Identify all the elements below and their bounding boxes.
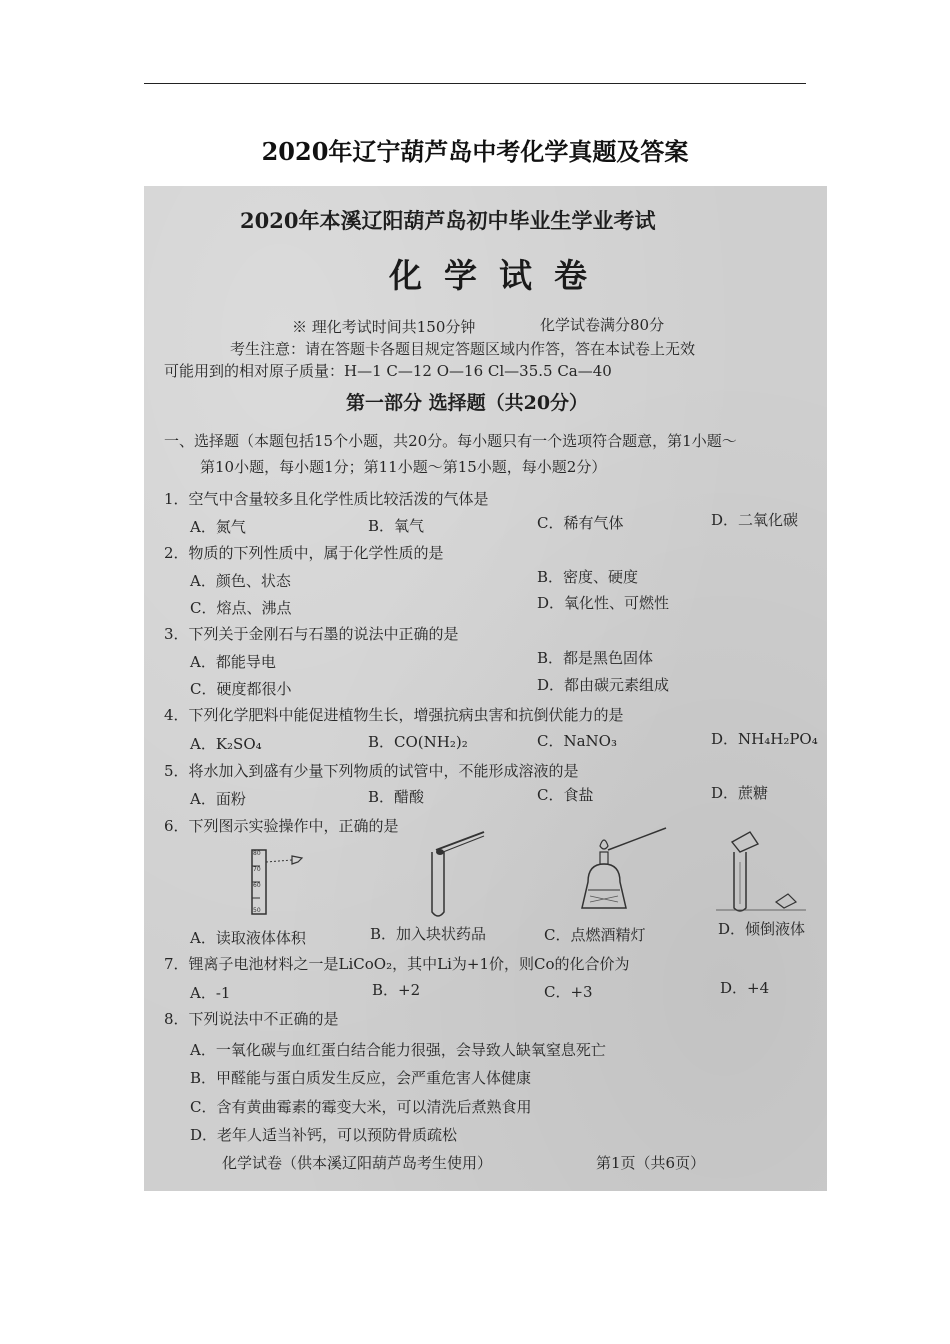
q7-option-a: A．-1	[190, 984, 231, 1002]
q2-option-d: D．氧化性、可燃性	[537, 594, 670, 612]
q7-option-c: C．+3	[544, 983, 593, 1001]
q5-option-d: D．蔗糖	[711, 784, 769, 802]
scale-label-70: 70	[253, 866, 261, 873]
part-one-title: 第一部分 选择题（共20分）	[346, 392, 589, 414]
q5-option-a: A．面粉	[190, 790, 246, 808]
section-intro-line-1: 一、选择题（本题包括15个小题，共20分。每小题只有一个选项符合题意，第1小题～	[164, 432, 737, 450]
q3-option-b: B．都是黑色固体	[537, 649, 654, 667]
paper-footer-left: 化学试卷（供本溪辽阳葫芦岛考生使用）	[222, 1154, 493, 1172]
q1-option-a: A．氮气	[190, 518, 246, 536]
section-intro-line-2: 第10小题，每小题1分；第11小题～第15小题，每小题2分）	[200, 458, 607, 476]
q2-option-a: A．颜色、状态	[190, 572, 291, 590]
q5-option-b: B．醋酸	[368, 788, 425, 806]
q4-option-d: D．NH₄H₂PO₄	[711, 730, 818, 748]
alcohol-lamp-figure	[574, 826, 674, 922]
paper-footer-page: 第1页（共6页）	[596, 1154, 706, 1172]
graduated-cylinder-figure	[240, 846, 310, 918]
q8-option-d: D．老年人适当补钙，可以预防骨质疏松	[190, 1126, 458, 1144]
q8-option-c: C．含有黄曲霉素的霉变大米，可以清洗后煮熟食用	[190, 1098, 532, 1116]
exam-paper-photo	[144, 186, 827, 1191]
q6-option-c: C．点燃酒精灯	[544, 926, 646, 944]
q7-option-d: D．+4	[720, 979, 770, 997]
scale-label-80: 80	[253, 850, 261, 857]
q6-option-a: A．读取液体体积	[190, 929, 306, 947]
q4-option-b: B．CO(NH₂)₂	[368, 733, 468, 751]
q2-stem: 2．物质的下列性质中，属于化学性质的是	[164, 544, 444, 562]
q3-stem: 3．下列关于金刚石与石墨的说法中正确的是	[164, 625, 459, 643]
q8-stem: 8．下列说法中不正确的是	[164, 1010, 339, 1028]
q5-stem: 5．将水加入到盛有少量下列物质的试管中，不能形成溶液的是	[164, 762, 579, 780]
q2-option-b: B．密度、硬度	[537, 568, 639, 586]
scale-label-60: 60	[253, 882, 261, 889]
scale-label-50: 50	[253, 907, 261, 914]
document-title: 2020年辽宁葫芦岛中考化学真题及答案	[261, 137, 689, 166]
q3-option-d: D．都由碳元素组成	[537, 676, 670, 694]
q7-option-b: B．+2	[372, 981, 421, 999]
candidate-notice: 考生注意：请在答题卡各题目规定答题区域内作答，答在本试卷上无效	[230, 340, 696, 358]
q8-option-a: A．一氧化碳与血红蛋白结合能力很强，会导致人缺氧窒息死亡	[190, 1041, 606, 1059]
q1-option-c: C．稀有气体	[537, 514, 624, 532]
q4-option-a: A．K₂SO₄	[190, 735, 262, 753]
q2-option-c: C．熔点、沸点	[190, 599, 292, 617]
q3-option-c: C．硬度都很小	[190, 680, 292, 698]
eye-icon	[292, 856, 302, 864]
atomic-mass-line: 可能用到的相对原子质量：H—1 C—12 O—16 Cl—35.5 Ca—40	[164, 362, 612, 380]
q1-stem: 1．空气中含量较多且化学性质比较活泼的气体是	[164, 490, 489, 508]
q4-stem: 4．下列化学肥料中能促进植物生长，增强抗病虫害和抗倒伏能力的是	[164, 706, 624, 724]
exam-score-info: 化学试卷满分80分	[540, 316, 665, 334]
q1-option-b: B．氧气	[368, 517, 425, 535]
q5-option-c: C．食盐	[537, 786, 594, 804]
q1-option-d: D．二氧化碳	[711, 511, 799, 529]
q4-option-c: C．NaNO₃	[537, 732, 617, 750]
q7-stem: 7．锂离子电池材料之一是LiCoO₂，其中Li为+1价，则Co的化合价为	[164, 955, 630, 973]
test-tube-forceps-figure	[426, 826, 496, 922]
q6-option-d: D．倾倒液体	[718, 920, 806, 938]
q6-option-b: B．加入块状药品	[370, 925, 487, 943]
q6-stem: 6．下列图示实验操作中，正确的是	[164, 817, 399, 835]
exam-title: 2020年本溪辽阳葫芦岛初中毕业生学业考试	[240, 208, 656, 233]
exam-time-info: ※ 理化考试时间共150分钟	[292, 318, 476, 336]
pouring-liquid-figure	[710, 822, 810, 918]
header-rule	[144, 83, 806, 84]
q8-option-b: B．甲醛能与蛋白质发生反应，会严重危害人体健康	[190, 1069, 532, 1087]
q3-option-a: A．都能导电	[190, 653, 276, 671]
flame-icon	[600, 840, 608, 849]
paper-title: 化学试卷	[389, 256, 609, 295]
